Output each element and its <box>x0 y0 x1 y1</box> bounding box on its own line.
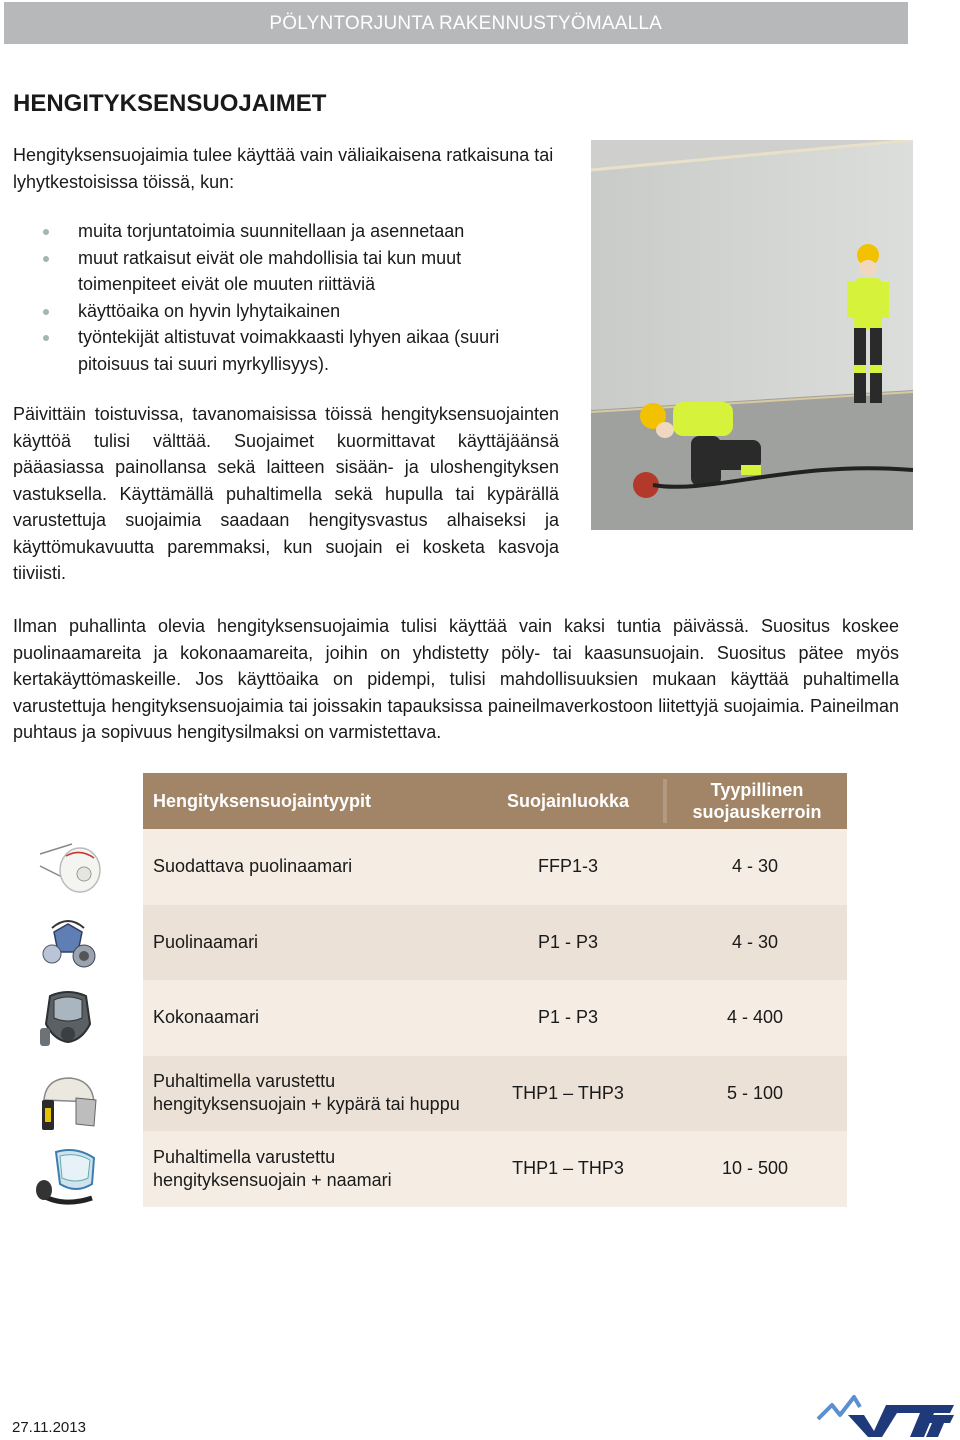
bullet-list <box>40 218 560 377</box>
cell-factor: 4 - 30 <box>731 931 779 952</box>
cell-type: Puhaltimella varustettu hengityksensuojain + kypärä tai huppu <box>153 1071 460 1115</box>
full-face-mask-icon <box>32 988 104 1052</box>
header-class: Suojainluokka <box>506 791 630 811</box>
paragraph-2: Ilman puhallinta olevia hengityksensuojaimia tulisi käyttää vain kaksi tuntia päivässä. Suositus koskee puolinaamareita ja kokonaamareita, joihin on yhdistetty pöly- tai kaasunsuojain. Suositus pätee myös kertakäyttömaskeille. Jos käyttöaika on pidempi, tulisi mahdollisuuksien mukaan käyttää puhaltimella varustettuja hengityksensuojaimia tai joissakin tapauksissa paineilmaverkostoon liitettyjä suojaimia. Paineilman puhtaus ja sopivuus hengitysilmaksi on varmistettava. <box>13 616 899 742</box>
table-row <box>143 829 847 905</box>
header-title: PÖLYNTORJUNTA RAKENNUSTYÖMAALLA <box>269 13 662 34</box>
table-header-row <box>143 773 847 829</box>
cell-class: THP1 – THP3 <box>512 1158 624 1179</box>
header-type: Hengityksensuojaintyypit <box>153 791 372 811</box>
cell-type: Kokonaamari <box>153 1007 260 1028</box>
powered-helmet-icon <box>32 1070 104 1134</box>
worker-photo <box>591 140 913 530</box>
paragraph-1: Päivittäin toistuvissa, tavanomaisissa töissä hengityksensuojainten käyttöä tulisi välttää. Suojaimet kuormittavat käyttäjäänsä pääasiassa painollansa sekä laitteen sisään- ja uloshengityksen vastuksella. Käyttämällä puhaltimella sekä hupulla tai kypärällä varustettuja suojaimia saadaan hengitysvastus alhaiseksi ja käyttömukavuutta paremmaksi, kun suojain ei kosketa kasvoja tiiviisti. <box>13 404 559 583</box>
half-mask-icon <box>32 914 104 978</box>
list-item: muut ratkaisut eivät ole mahdollisia tai kun muut toimenpiteet eivät ole muuten riittäviä <box>40 245 560 298</box>
list-item: käyttöaika on hyvin lyhytaikainen <box>40 298 560 325</box>
list-item: työntekijät altistuvat voimakkaasti lyhyen aikaa (suuri pitoisuus tai suuri myrkyllisyys). <box>40 324 560 377</box>
cell-type: Puhaltimella varustettu hengityksensuojain + naamari <box>153 1146 392 1190</box>
list-item: muita torjuntatoimia suunnitellaan ja asennetaan <box>40 218 560 245</box>
cell-type: Suodattava puolinaamari <box>153 856 353 877</box>
page-title: HENGITYKSENSUOJAIMET <box>13 90 327 117</box>
cell-factor: 4 - 30 <box>731 856 779 877</box>
disposable-mask-icon <box>32 836 104 900</box>
respirator-table <box>143 773 847 1207</box>
cell-class: FFP1-3 <box>537 856 598 877</box>
cell-factor: 10 - 500 <box>721 1158 789 1179</box>
cell-class: P1 - P3 <box>537 931 599 952</box>
table-row <box>143 980 847 1056</box>
intro-text: Hengityksensuojaimia tulee käyttää vain väliaikaisena ratkaisuna tai lyhytkestoisissa töissä, kun: <box>13 145 554 192</box>
cell-factor: 5 - 100 <box>726 1082 784 1103</box>
table-row <box>143 905 847 981</box>
footer-date: 27.11.2013 <box>12 1419 86 1436</box>
header-factor: Tyypillinen suojauskerroin <box>663 779 847 823</box>
header-bar <box>4 2 908 44</box>
vtt-logo <box>814 1385 956 1437</box>
cell-factor: 4 - 400 <box>726 1007 784 1028</box>
cell-class: P1 - P3 <box>537 1007 599 1028</box>
cell-type: Puolinaamari <box>153 931 259 952</box>
powered-mask-icon <box>32 1144 104 1208</box>
cell-class: THP1 – THP3 <box>512 1082 624 1103</box>
table-row <box>143 1131 847 1207</box>
table-row <box>143 1056 847 1132</box>
